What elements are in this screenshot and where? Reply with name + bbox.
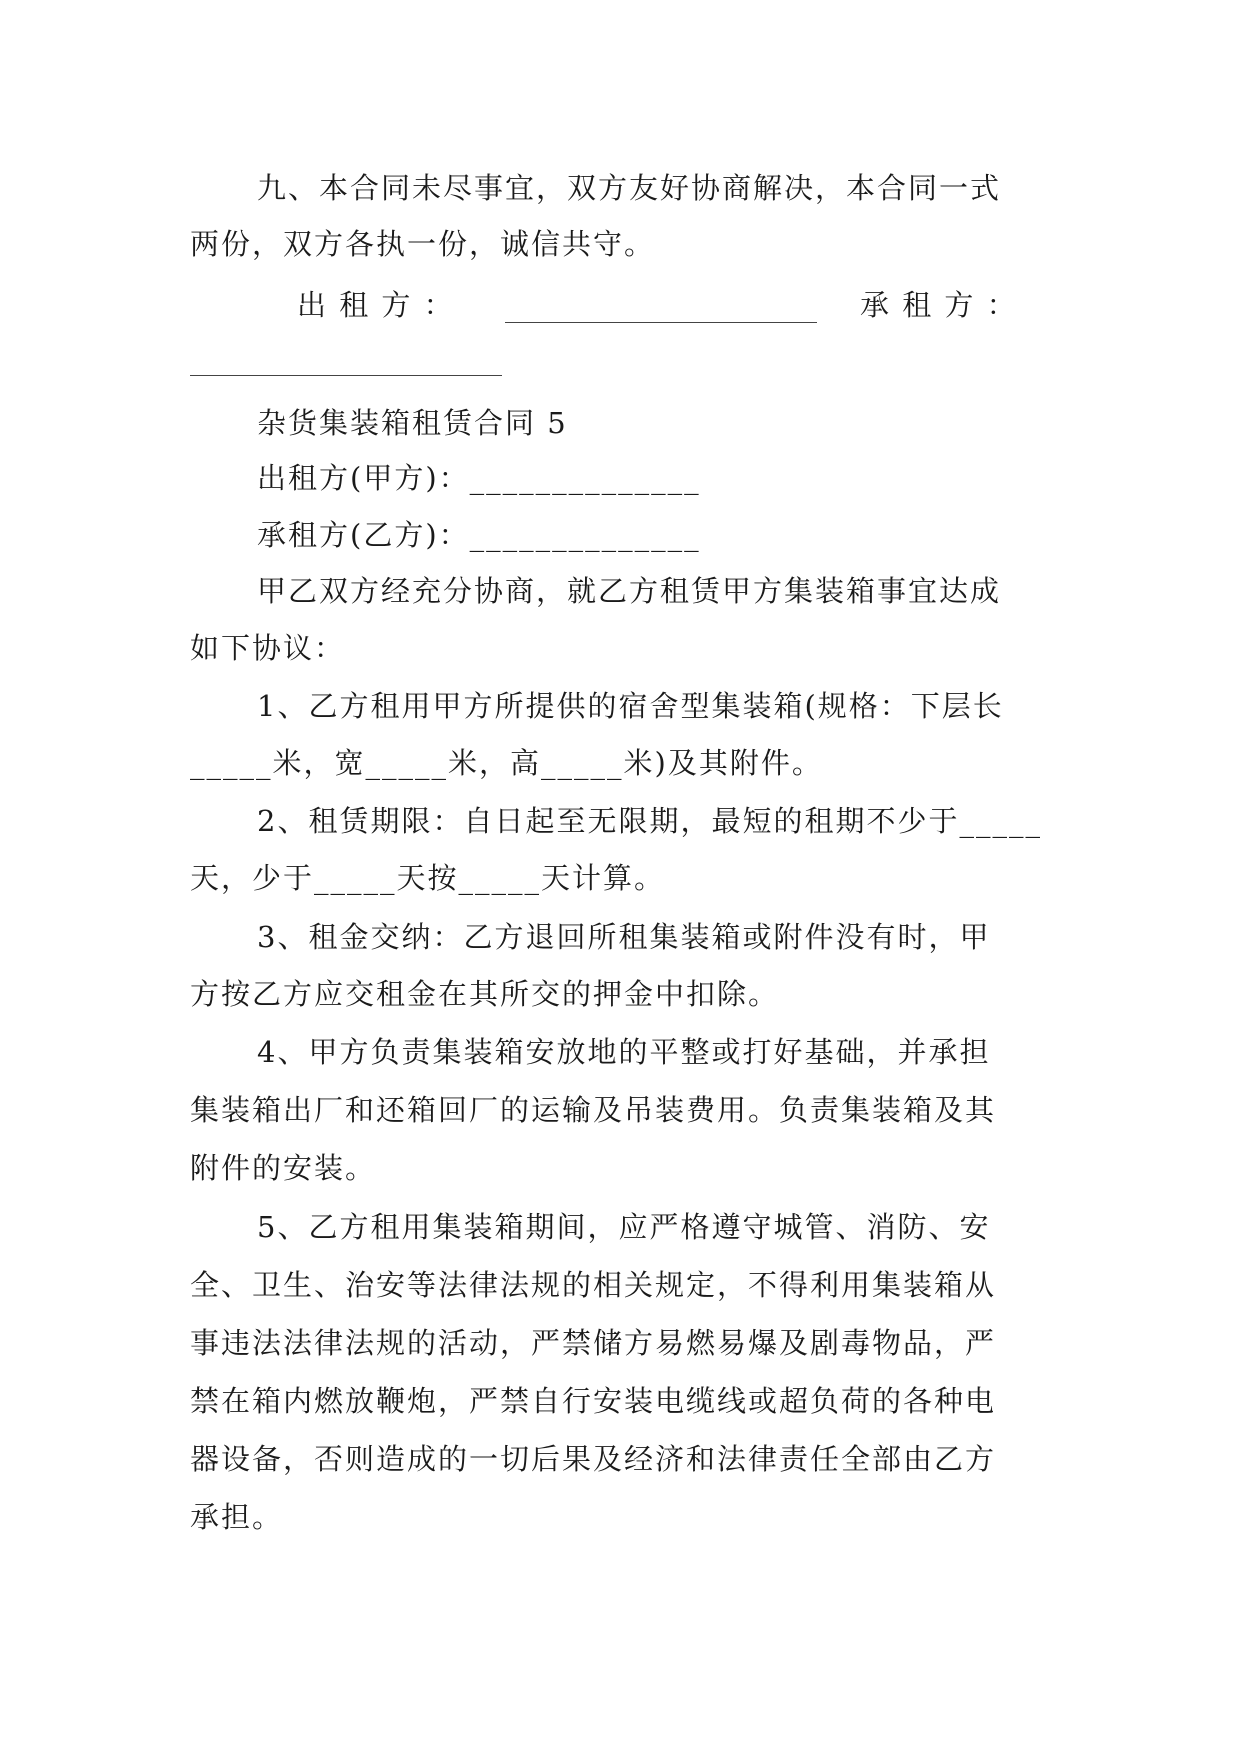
lessee-party-line: 承租方(乙方)：______________ <box>257 518 701 552</box>
item-2-line-2: 天，少于_____天按_____天计算。 <box>190 861 666 895</box>
item-1-line-1: 1、乙方租用甲方所提供的宿舍型集装箱(规格：下层长 <box>257 689 1004 723</box>
item-3-line-2: 方按乙方应交租金在其所交的押金中扣除。 <box>190 977 780 1011</box>
intro-line-2: 如下协议： <box>190 631 346 665</box>
item-1-line-2: _____米，宽_____米，高_____米)及其附件。 <box>190 746 823 780</box>
item-5-line-2: 全、卫生、治安等法律法规的相关规定，不得利用集装箱从 <box>190 1268 997 1302</box>
lessor-signature-label: 出 租 方 ： <box>297 288 455 322</box>
item-2-line-1: 2、租赁期限：自日起至无限期，最短的租期不少于_____ <box>257 804 1042 838</box>
lessor-signature-line <box>505 322 817 323</box>
item-5-line-5: 器设备，否则造成的一切后果及经济和法律责任全部由乙方 <box>190 1442 997 1476</box>
item-4-line-2: 集装箱出厂和还箱回厂的运输及吊装费用。负责集装箱及其 <box>190 1093 997 1127</box>
item-5-line-4: 禁在箱内燃放鞭炮，严禁自行安装电缆线或超负荷的各种电 <box>190 1384 997 1418</box>
item-5-line-6: 承担。 <box>190 1500 284 1534</box>
item-5-line-3: 事违法法律法规的活动，严禁储方易燃易爆及剧毒物品，严 <box>190 1326 997 1360</box>
clause-9-line-2: 两份，双方各执一份，诚信共守。 <box>190 227 656 261</box>
clause-9-line-1: 九、本合同未尽事宜，双方友好协商解决，本合同一式 <box>257 171 1002 205</box>
item-4-line-3: 附件的安装。 <box>190 1151 377 1185</box>
item-4-line-1: 4、甲方负责集装箱安放地的平整或打好基础，并承担 <box>257 1035 991 1069</box>
lessee-signature-line <box>190 375 502 376</box>
intro-line-1: 甲乙双方经充分协商，就乙方租赁甲方集装箱事宜达成 <box>257 574 1002 608</box>
lessee-signature-label: 承 租 方 ： <box>860 288 1018 322</box>
lessor-party-line: 出租方(甲方)：______________ <box>257 461 701 495</box>
item-5-line-1: 5、乙方租用集装箱期间，应严格遵守城管、消防、安 <box>257 1210 991 1244</box>
contract-title: 杂货集装箱租赁合同 5 <box>257 406 568 440</box>
item-3-line-1: 3、租金交纳：乙方退回所租集装箱或附件没有时，甲 <box>257 920 991 954</box>
